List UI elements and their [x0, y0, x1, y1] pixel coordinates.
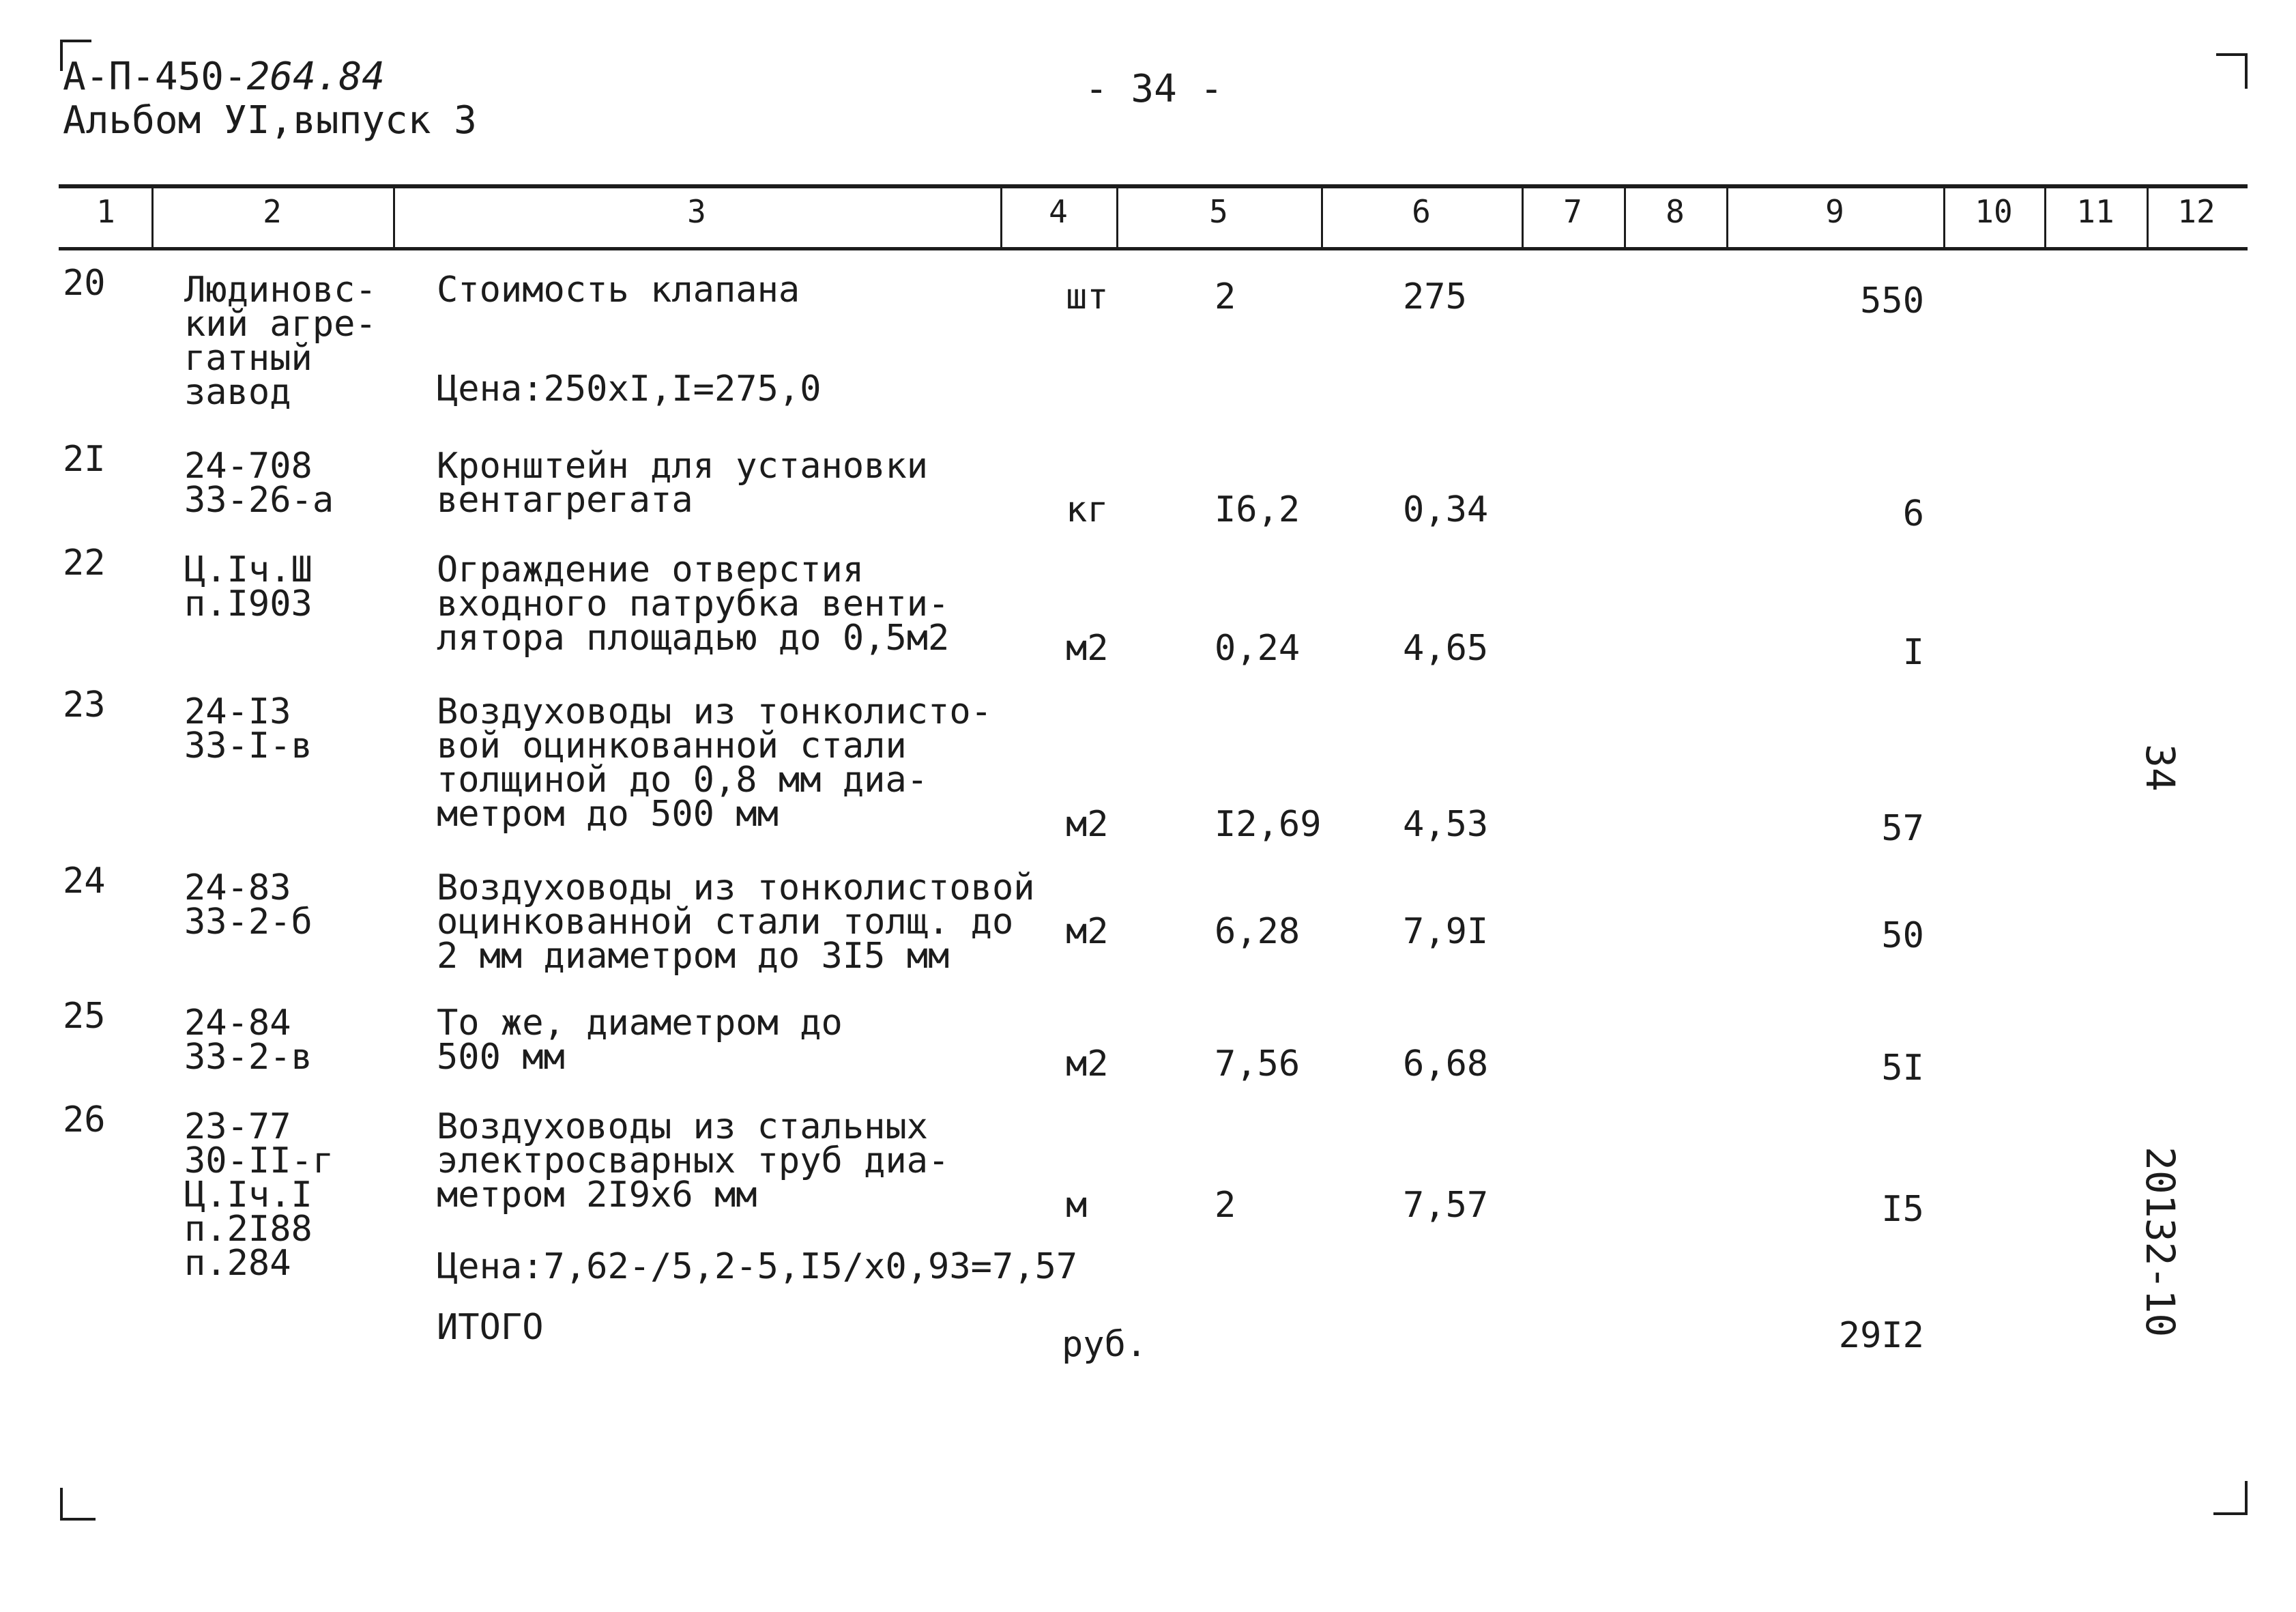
row-unit: кг: [1066, 489, 1109, 530]
row-number: 20: [63, 263, 106, 304]
column-header-7: 7: [1563, 193, 1582, 230]
document-code: [63, 56, 385, 98]
row-code-line: 23-77: [184, 1106, 291, 1147]
row-description-line: 2 мм диаметром до 3I5 мм: [437, 936, 950, 977]
row-total: 6: [1902, 493, 1924, 534]
column-header-10: 10: [1975, 193, 2013, 230]
row-description-line: метром 2I9х6 мм: [437, 1175, 757, 1215]
row-code-line: Людиновс-: [184, 270, 377, 311]
row-unit-price: 6,68: [1403, 1044, 1489, 1084]
column-separator: [1943, 188, 1945, 250]
row-unit: м2: [1066, 628, 1109, 669]
row-code-line: 24-708: [184, 446, 313, 487]
row-price-calculation: Цена:7,62-/5,2-5,I5/х0,93=7,57: [437, 1246, 1078, 1287]
row-unit-price: 275: [1403, 276, 1467, 317]
row-code-line: кий агре-: [184, 304, 377, 345]
total-value: 29I2: [1838, 1315, 1924, 1356]
row-code-line: 30-II-г: [184, 1140, 334, 1181]
column-header-5: 5: [1209, 193, 1228, 230]
row-code-line: 33-2-в: [184, 1037, 313, 1078]
row-description-line: лятора площадью до 0,5м2: [437, 618, 950, 659]
row-description-line: вой оцинкованной стали: [437, 725, 907, 766]
row-description-line: То же, диаметром до: [437, 1003, 843, 1044]
column-header-8: 8: [1666, 193, 1685, 230]
column-header-9: 9: [1825, 193, 1844, 230]
row-code-line: п.284: [184, 1243, 291, 1284]
column-header-3: 3: [687, 193, 706, 230]
row-code-line: 33-26-а: [184, 480, 334, 521]
row-code-line: 33-2-б: [184, 902, 313, 942]
row-total: I5: [1881, 1189, 1924, 1230]
row-quantity: 7,56: [1215, 1044, 1300, 1084]
row-unit: шт: [1066, 276, 1109, 317]
column-separator: [2147, 188, 2149, 250]
column-separator: [1000, 188, 1002, 250]
row-unit-price: 7,9I: [1403, 911, 1489, 952]
row-code-line: 24-83: [184, 867, 291, 908]
margin-registration-number: 20132-10: [2137, 1147, 2183, 1338]
row-quantity: I6,2: [1215, 489, 1300, 530]
row-number: 2I: [63, 439, 106, 480]
row-number: 23: [63, 685, 106, 725]
row-description-line: вентагрегата: [437, 480, 693, 521]
row-code-line: п.2I88: [184, 1209, 313, 1250]
row-code-line: завод: [184, 372, 291, 413]
row-unit-price: 4,53: [1403, 804, 1489, 845]
document-code-handwritten: 264.84: [246, 55, 386, 99]
corner-mark-bottom-left: [60, 1488, 96, 1521]
row-code-line: гатный: [184, 338, 313, 379]
column-separator: [1726, 188, 1728, 250]
row-description-line: Воздуховоды из тонколистовой: [437, 867, 1035, 908]
row-number: 26: [63, 1099, 106, 1140]
column-separator: [1321, 188, 1323, 250]
row-unit: м: [1066, 1185, 1088, 1226]
row-total: 5I: [1881, 1048, 1924, 1089]
margin-sheet-number: 34: [2137, 744, 2183, 792]
row-number: 22: [63, 543, 106, 584]
row-unit-price: 7,57: [1403, 1185, 1489, 1226]
row-code-line: 33-I-в: [184, 725, 313, 766]
row-total: I: [1902, 632, 1924, 673]
row-number: 25: [63, 996, 106, 1037]
total-unit: руб.: [1062, 1324, 1148, 1365]
row-unit: м2: [1066, 804, 1109, 845]
row-quantity: 2: [1215, 1185, 1236, 1226]
row-description-line: Ограждение отверстия: [437, 549, 864, 590]
row-description-line: толщиной до 0,8 мм диа-: [437, 760, 929, 801]
row-description-line: 500 мм: [437, 1037, 565, 1078]
column-separator: [393, 188, 395, 250]
page-number: - 34 -: [1085, 67, 1223, 111]
corner-mark-top-right: [2216, 53, 2248, 89]
column-separator: [1116, 188, 1118, 250]
row-total: 57: [1881, 808, 1924, 849]
row-description-line: Кронштейн для установки: [437, 446, 929, 487]
column-separator: [151, 188, 154, 250]
row-description-line: электросварных труб диа-: [437, 1140, 950, 1181]
row-total: 550: [1860, 280, 1924, 321]
column-header-1: 1: [96, 193, 115, 230]
row-description-line: входного патрубка венти-: [437, 584, 950, 624]
column-separator: [1522, 188, 1524, 250]
row-unit-price: 0,34: [1403, 489, 1489, 530]
column-header-2: 2: [263, 193, 282, 230]
column-separator: [2044, 188, 2046, 250]
row-unit-price: 4,65: [1403, 628, 1489, 669]
row-description-line: метром до 500 мм: [437, 794, 779, 835]
row-quantity: 2: [1215, 276, 1236, 317]
row-description-line: оцинкованной стали толщ. до: [437, 902, 1014, 942]
table-header-bottom-rule: [59, 247, 2248, 250]
album-title: Альбом УI,выпуск 3: [63, 98, 477, 143]
corner-mark-bottom-right: [2213, 1481, 2248, 1515]
row-description-line: Воздуховоды из стальных: [437, 1106, 929, 1147]
column-header-6: 6: [1412, 193, 1431, 230]
row-number: 24: [63, 861, 106, 902]
column-header-12: 12: [2177, 193, 2215, 230]
row-quantity: I2,69: [1215, 804, 1322, 845]
row-total: 50: [1881, 915, 1924, 956]
row-code-line: 24-I3: [184, 691, 291, 732]
column-separator: [1624, 188, 1626, 250]
row-price-calculation: Цена:250хI,I=275,0: [437, 369, 822, 409]
row-description-line: Стоимость клапана: [437, 270, 800, 311]
document-code-printed: А-П-450-: [63, 55, 247, 99]
row-unit: м2: [1066, 1044, 1109, 1084]
row-code-line: Ц.Iч.Ш: [184, 549, 313, 590]
row-quantity: 0,24: [1215, 628, 1300, 669]
column-header-4: 4: [1049, 193, 1068, 230]
row-code-line: 24-84: [184, 1003, 291, 1044]
row-code-line: Ц.Iч.I: [184, 1175, 313, 1215]
row-code-line: п.I903: [184, 584, 313, 624]
table-top-rule: [59, 184, 2248, 188]
row-description-line: Воздуховоды из тонколисто-: [437, 691, 992, 732]
total-label: ИТОГО: [437, 1307, 544, 1348]
column-header-11: 11: [2076, 193, 2115, 230]
row-unit: м2: [1066, 911, 1109, 952]
row-quantity: 6,28: [1215, 911, 1300, 952]
